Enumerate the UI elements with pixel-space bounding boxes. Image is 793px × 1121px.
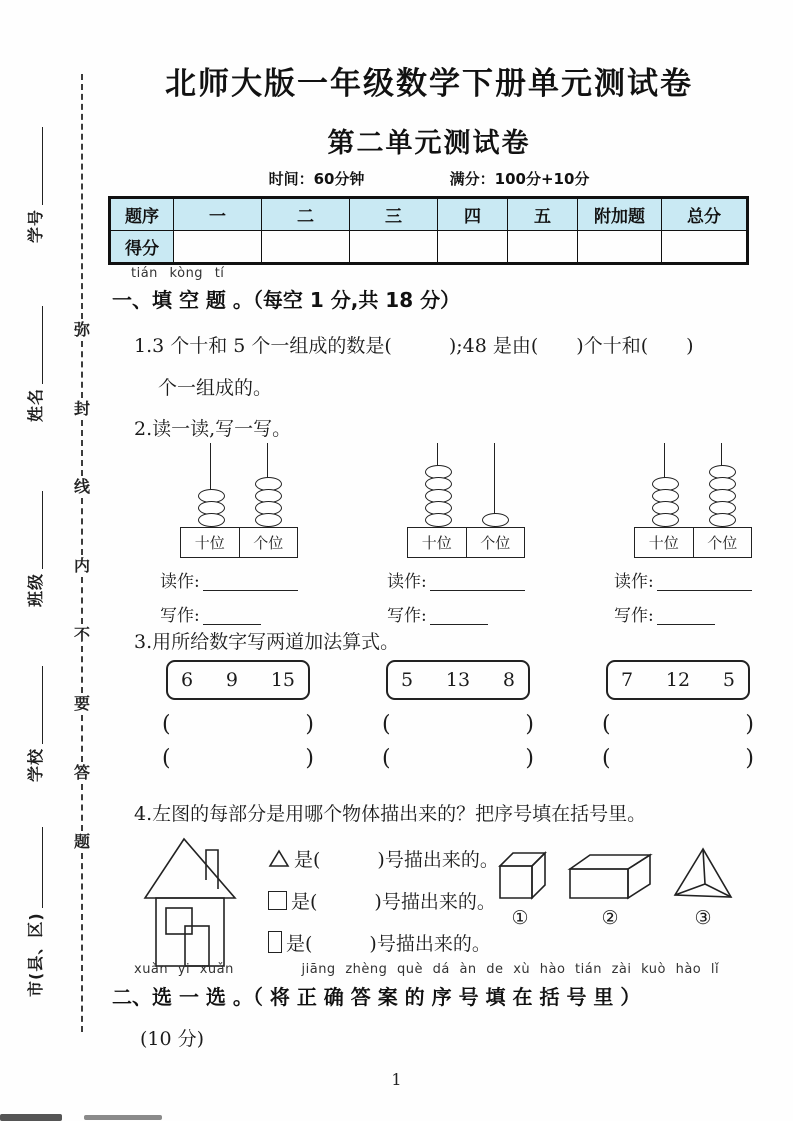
equation-blank[interactable]	[602, 746, 754, 774]
close-paren: )	[305, 712, 314, 737]
abacus-bead	[709, 513, 736, 527]
close-paren: )	[745, 746, 754, 771]
option-row-triangle	[268, 840, 499, 876]
seal-dash	[81, 646, 83, 693]
number: 5	[401, 669, 414, 691]
number-group	[162, 660, 314, 774]
chimney-shape	[206, 850, 218, 889]
cube-icon	[492, 849, 548, 901]
option-row-rectangle	[268, 924, 499, 960]
number-groups-row	[162, 660, 754, 774]
seal-dash	[81, 341, 83, 398]
abacus-ones-beads	[255, 479, 282, 527]
read-as-label: 读作:	[614, 572, 654, 592]
score-cell[interactable]	[508, 231, 578, 264]
score-table-header-cell: 总分	[662, 198, 748, 231]
place-value-box	[634, 527, 752, 558]
place-value-box	[180, 527, 298, 558]
number-box	[386, 660, 530, 700]
triangle-outline-icon	[268, 849, 290, 868]
margin-field-city	[22, 825, 46, 997]
score-table-header-cell: 题序	[110, 198, 174, 231]
number-box	[606, 660, 750, 700]
margin-field-student-id	[22, 125, 46, 243]
abacus-tens-beads	[652, 479, 679, 527]
close-paren: )	[305, 746, 314, 771]
solid-number: ②	[601, 907, 619, 929]
question1-line2: 个一组成的。	[158, 377, 273, 399]
seal-dash	[81, 715, 83, 762]
number: 13	[445, 669, 471, 691]
solid-number: ③	[694, 907, 712, 929]
door-shape	[185, 926, 209, 966]
seal-char: 内	[73, 555, 90, 575]
ones-label: 个位	[466, 528, 525, 557]
write-as-label: 写作:	[160, 606, 200, 626]
ones-label: 个位	[693, 528, 752, 557]
square-outline-icon	[268, 891, 287, 910]
page-number: 1	[391, 1070, 402, 1089]
number-box	[166, 660, 310, 700]
question4-options	[268, 840, 499, 966]
read-as-blank[interactable]	[203, 573, 298, 591]
abacus-bead	[652, 513, 679, 527]
tens-label: 十位	[194, 534, 225, 552]
abacus-diagram	[614, 443, 772, 527]
equation-blank[interactable]	[382, 746, 534, 774]
score-table	[108, 196, 749, 265]
solid-triangular-pyramid	[672, 846, 734, 929]
section2-pinyin-left: xuǎn yi xuǎn	[134, 962, 234, 977]
read-as-row	[160, 567, 318, 592]
write-as-row	[160, 601, 318, 626]
solid-number: ①	[511, 907, 529, 929]
section2-pinyin	[134, 962, 719, 977]
margin-fill-line[interactable]	[38, 666, 43, 744]
abacus-bead	[425, 513, 452, 527]
abacus-bead	[255, 513, 282, 527]
abacus-bead	[482, 513, 509, 527]
close-paren: )	[525, 712, 534, 737]
read-as-row	[614, 567, 772, 592]
abacus-figure	[160, 443, 318, 626]
score-table-header-cell: 四	[438, 198, 508, 231]
equation-blank[interactable]	[602, 712, 754, 740]
read-as-blank[interactable]	[657, 573, 752, 591]
seal-char: 封	[73, 398, 90, 418]
seal-dash	[81, 853, 83, 1032]
paper-title: 北师大版一年级数学下册单元测试卷	[165, 66, 693, 102]
score-cell[interactable]	[174, 231, 262, 264]
open-paren: (	[162, 746, 171, 771]
section2-heading: 二、选 一 选 。（ 将 正 确 答 案 的 序 号 填 在 括 号 里 ）	[112, 985, 641, 1009]
score-row-label: 得分	[110, 231, 174, 264]
abacus-diagram	[387, 443, 545, 527]
option-text: 是( )号描出来的。	[286, 932, 491, 955]
section2-points: (10 分)	[140, 1028, 205, 1050]
house-drawing	[136, 836, 248, 970]
seal-char: 要	[73, 693, 90, 713]
rectangle-outline-icon	[268, 931, 282, 953]
cuboid-icon	[566, 851, 654, 901]
question1-line1: 1.3 个十和 5 个一组成的数是( );48 是由( )个十和( )	[134, 335, 694, 357]
tens-label: 十位	[648, 534, 679, 552]
number-group	[602, 660, 754, 774]
write-as-row	[614, 601, 772, 626]
section1-heading: 一、填 空 题 。（每空 1 分,共 18 分）	[112, 288, 461, 312]
margin-field-label: 学号	[26, 208, 45, 243]
option-text: 是( )号描出来的。	[291, 890, 496, 913]
write-as-row	[387, 601, 545, 626]
seal-char: 不	[73, 624, 90, 644]
score-table-header-cell: 二	[262, 198, 350, 231]
read-as-label: 读作:	[160, 572, 200, 592]
abacus-figure	[387, 443, 545, 626]
abacus-tens-beads	[198, 491, 225, 527]
margin-fill-line[interactable]	[38, 127, 43, 205]
margin-field-name	[22, 304, 46, 422]
number: 7	[621, 669, 634, 691]
unit-title: 第二单元测试卷	[327, 128, 531, 159]
number: 8	[502, 669, 515, 691]
score-cell[interactable]	[350, 231, 438, 264]
seal-dash	[81, 498, 83, 555]
score-cell[interactable]	[662, 231, 748, 264]
margin-field-label: 市(县、区)	[26, 912, 45, 997]
time-limit: 时间：60分钟	[268, 170, 365, 188]
read-as-label: 读作:	[387, 572, 427, 592]
write-as-blank[interactable]	[657, 607, 715, 625]
question2-label: 2.读一读,写一写。	[134, 418, 292, 440]
seal-char: 弥	[73, 319, 90, 339]
score-cell[interactable]	[262, 231, 350, 264]
question4-label: 4.左图的每部分是用哪个物体描出来的？把序号填在括号里。	[134, 803, 647, 825]
score-cell[interactable]	[578, 231, 662, 264]
number: 12	[665, 669, 691, 691]
open-paren: (	[382, 712, 391, 737]
seal-char: 线	[73, 477, 90, 497]
triangular-pyramid-icon	[672, 846, 734, 901]
margin-fill-line[interactable]	[38, 827, 43, 908]
seal-char: 答	[73, 762, 90, 782]
equation-blank[interactable]	[382, 712, 534, 740]
option-text: 是( )号描出来的。	[294, 848, 499, 871]
margin-field-school	[22, 664, 46, 782]
close-paren: )	[745, 712, 754, 737]
abacus-ones-beads	[709, 467, 736, 527]
abacus-row	[160, 443, 772, 626]
number: 6	[181, 669, 194, 691]
question3-label: 3.用所给数字写两道加法算式。	[134, 631, 400, 653]
write-as-blank[interactable]	[430, 607, 488, 625]
solid-cuboid	[566, 851, 654, 929]
exam-info	[105, 168, 753, 189]
open-paren: (	[162, 712, 171, 737]
solid-cube	[492, 849, 548, 929]
number: 5	[722, 669, 735, 691]
abacus-figure	[614, 443, 772, 626]
full-score: 满分：100分+10分	[449, 170, 590, 188]
close-paren: )	[525, 746, 534, 771]
seal-dash	[81, 420, 83, 477]
margin-field-class	[22, 489, 46, 607]
abacus-bead	[198, 513, 225, 527]
abacus-diagram	[160, 443, 318, 527]
abacus-ones-beads	[482, 515, 509, 527]
place-value-box	[407, 527, 525, 558]
margin-field-label: 学校	[26, 747, 45, 782]
equation-blank[interactable]	[162, 746, 314, 774]
roof-triangle-shape	[145, 839, 235, 898]
open-paren: (	[382, 746, 391, 771]
ones-label: 个位	[239, 528, 298, 557]
number: 9	[225, 669, 238, 691]
seal-dash	[81, 784, 83, 831]
number-group	[382, 660, 534, 774]
read-as-blank[interactable]	[430, 573, 525, 591]
section1-pinyin: tián kòng tí	[131, 266, 225, 281]
margin-fill-line[interactable]	[38, 306, 43, 384]
write-as-label: 写作:	[387, 606, 427, 626]
write-as-label: 写作:	[614, 606, 654, 626]
seal-line	[70, 74, 94, 1032]
option-row-square	[268, 882, 499, 918]
margin-fill-line[interactable]	[38, 491, 43, 569]
margin-field-label: 姓名	[26, 387, 45, 422]
tens-label: 十位	[421, 534, 452, 552]
read-as-row	[387, 567, 545, 592]
seal-char: 题	[73, 832, 90, 851]
score-table-header-cell: 一	[174, 198, 262, 231]
score-table-header-cell: 附加题	[578, 198, 662, 231]
score-cell[interactable]	[438, 231, 508, 264]
write-as-blank[interactable]	[203, 607, 261, 625]
section2-pinyin-right: jiāng zhèng què dá àn de xù hào tián zài kuò hào lǐ	[301, 962, 720, 977]
abacus-tens-beads	[425, 467, 452, 527]
scan-smudge	[0, 1114, 62, 1121]
seal-dash	[81, 74, 83, 319]
score-table-header-cell: 三	[350, 198, 438, 231]
solids-row	[492, 846, 734, 929]
number: 15	[270, 669, 295, 691]
window-shape	[166, 908, 192, 934]
equation-blank[interactable]	[162, 712, 314, 740]
seal-dash	[81, 577, 83, 624]
margin-field-label: 班级	[26, 572, 45, 607]
scan-smudge	[84, 1115, 162, 1120]
open-paren: (	[602, 746, 611, 771]
score-table-header-cell: 五	[508, 198, 578, 231]
open-paren: (	[602, 712, 611, 737]
